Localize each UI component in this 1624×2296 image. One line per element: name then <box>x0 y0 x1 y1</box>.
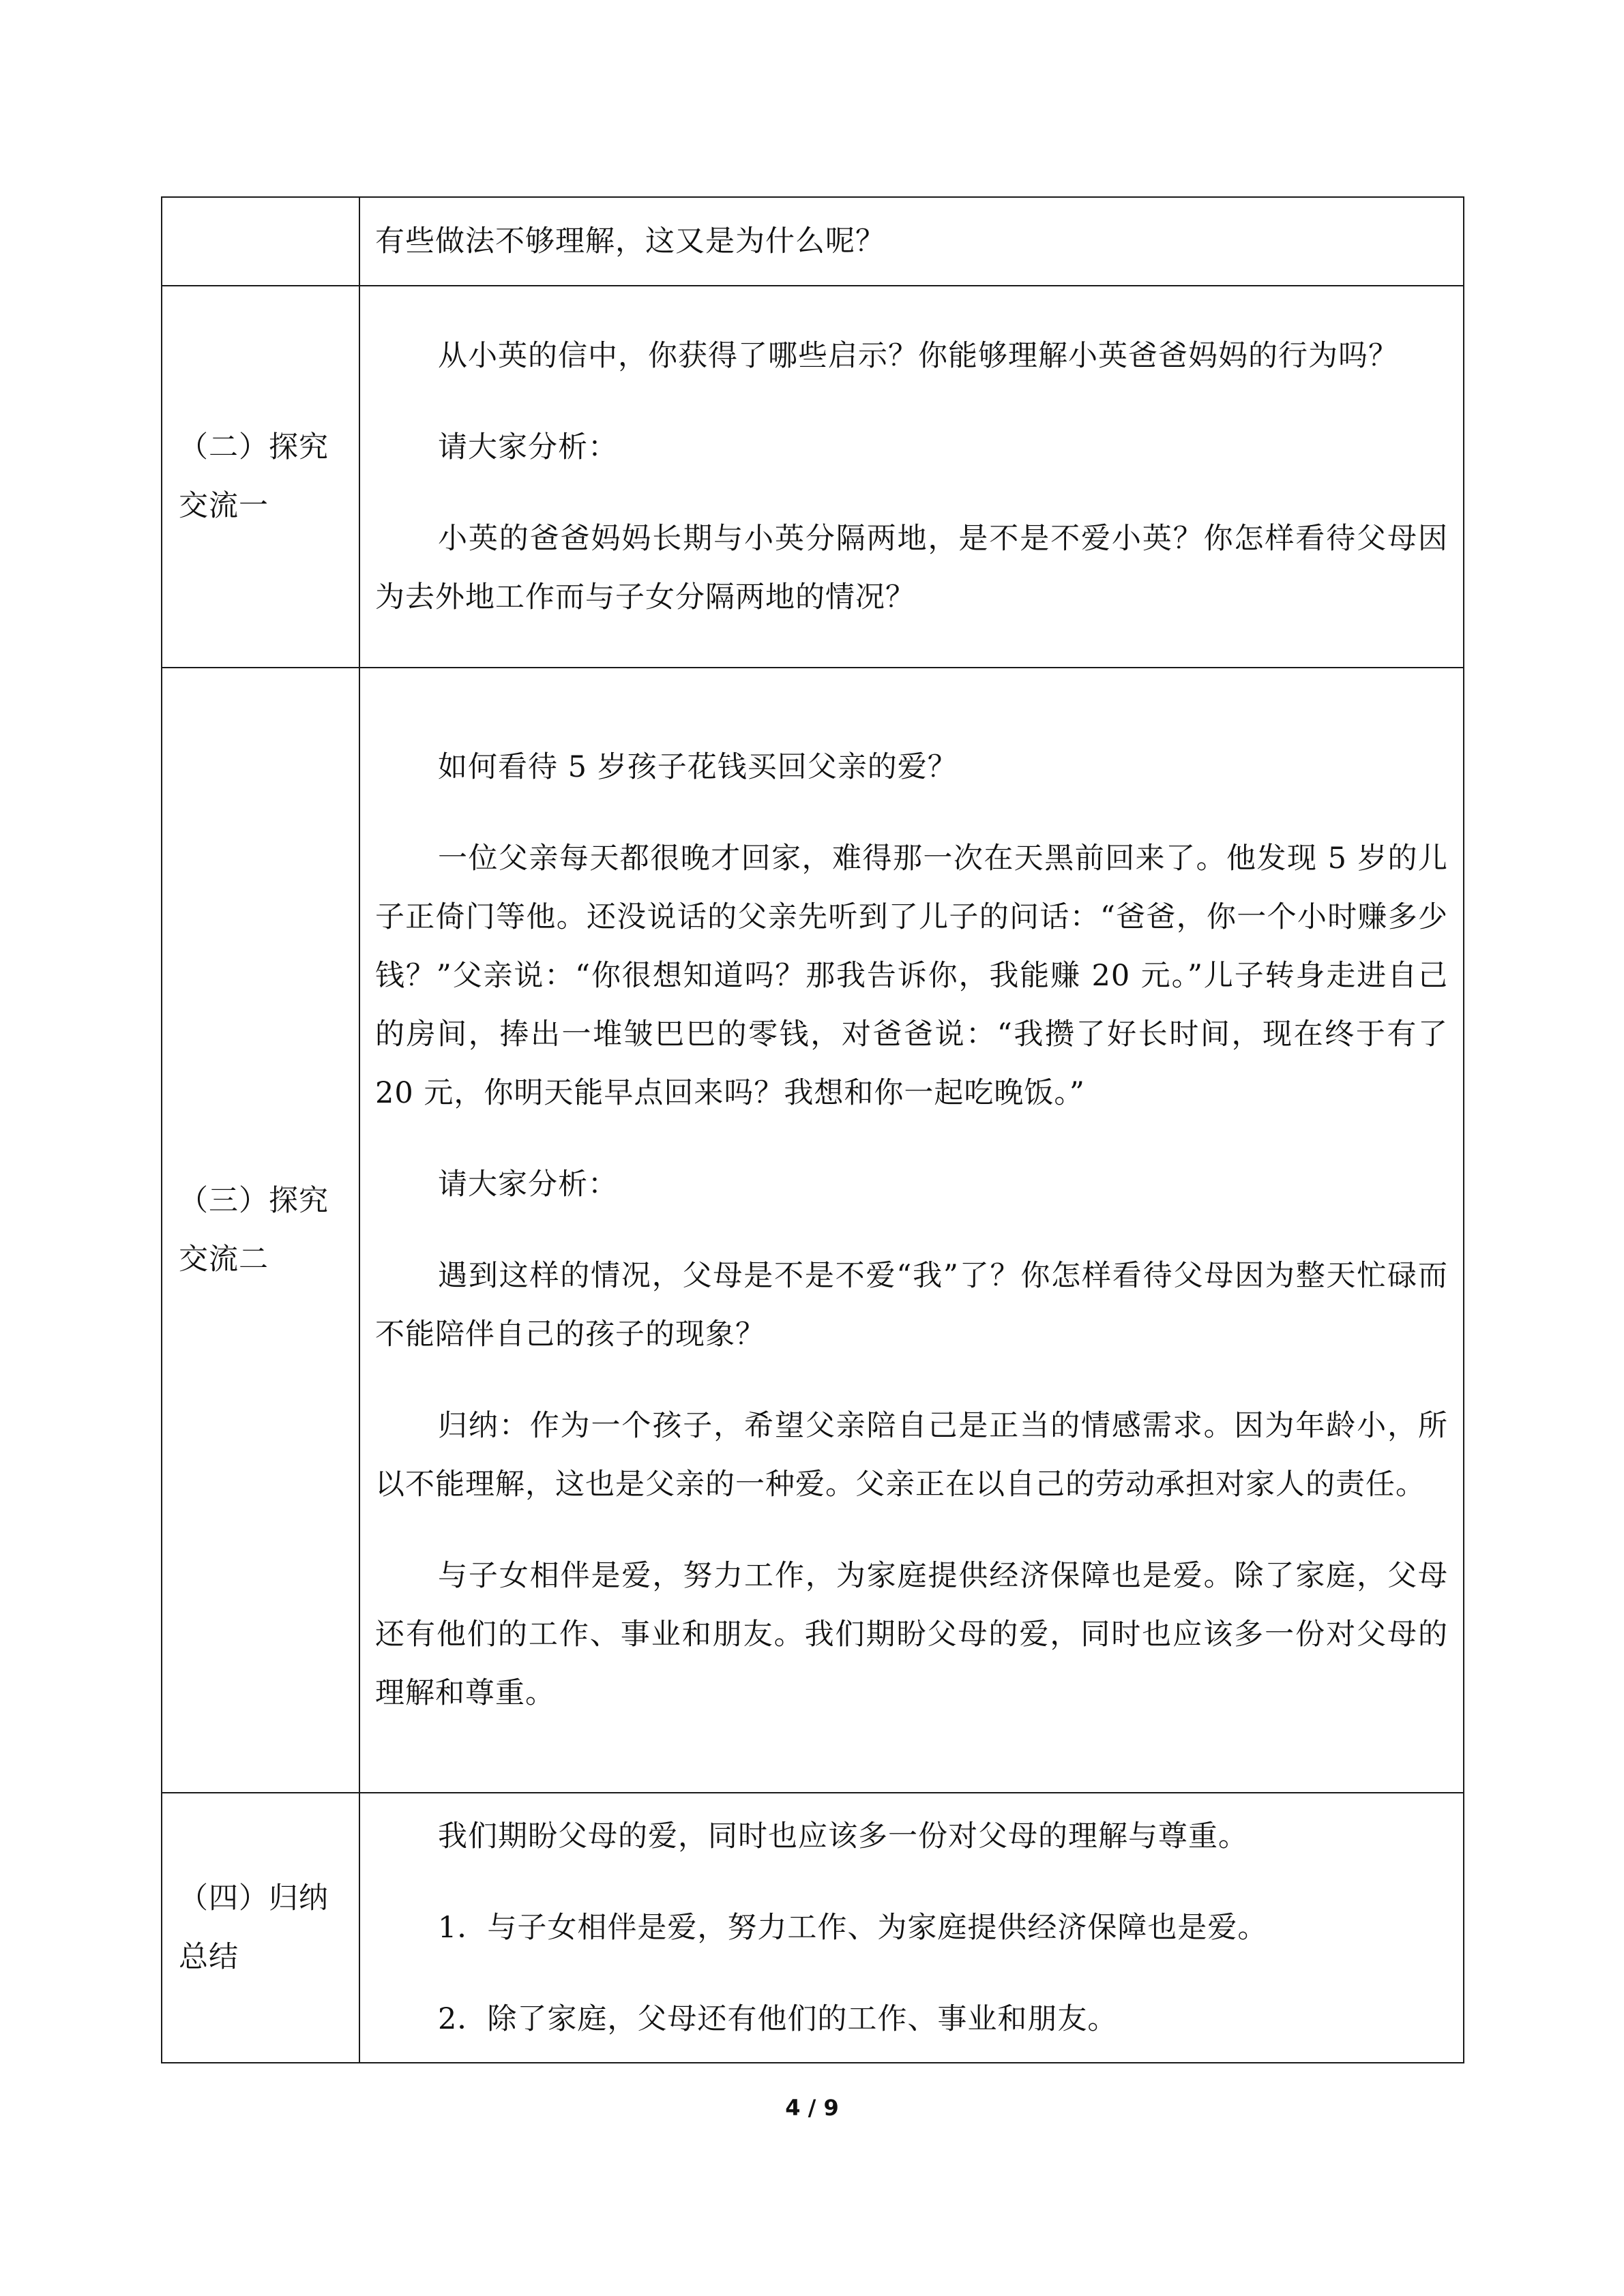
paragraph: 1．与子女相伴是爱，努力工作、为家庭提供经济保障也是爱。 <box>438 1911 1268 1945</box>
row-content <box>359 668 1464 1793</box>
row-content <box>359 286 1464 668</box>
row-label: （三）探究交流二 <box>162 668 359 1793</box>
table-row-summary <box>162 1793 1464 2063</box>
paragraph: 我们期盼父母的爱，同时也应该多一份对父母的理解与尊重。 <box>438 1819 1248 1853</box>
row-label: （四）归纳总结 <box>162 1793 359 2063</box>
paragraph: 请大家分析： <box>438 1167 618 1202</box>
lesson-table <box>161 196 1464 2063</box>
table-row-inquiry-two <box>162 668 1464 1793</box>
paragraph: 遇到这样的情况，父母是不是不爱“我”了？你怎样看待父母因为整天忙碌而不能陪伴自己的孩子的现象？ <box>375 1259 1448 1352</box>
paragraph: 如何看待 5 岁孩子花钱买回父亲的爱？ <box>438 750 958 784</box>
paragraph: 与子女相伴是爱，努力工作，为家庭提供经济保障也是爱。除了家庭，父母还有他们的工作、事业和朋友。我们期盼父母的爱，同时也应该多一份对父母的理解和尊重。 <box>375 1559 1448 1710</box>
paragraph: 小英的爸爸妈妈长期与小英分隔两地，是不是不爱小英？你怎样看待父母因为去外地工作而与子女分隔两地的情况？ <box>375 522 1448 614</box>
table-row-inquiry-one <box>162 286 1464 668</box>
paragraph: 请大家分析： <box>438 430 618 464</box>
page-number: 4 / 9 <box>785 2095 839 2121</box>
row-content <box>359 1793 1464 2063</box>
table-row-continuation <box>162 197 1464 286</box>
paragraph: 一位父亲每天都很晚才回家，难得那一次在天黑前回来了。他发现 5 岁的儿子正倚门等他。还没说话的父亲先听到了儿子的问话：“爸爸，你一个小时赚多少钱？”父亲说：“你很想知道吗？那我告诉你，我能赚 20 元。”儿子转身走进自己的房间，捧出一堆皱巴巴的零钱，对爸爸说：“我攒了好长时间，现在终于有了 20 元，你明天能早点回来吗？我想和你一起吃晚饭。” <box>375 841 1448 1110</box>
row-content <box>359 197 1464 286</box>
paragraph: 归纳：作为一个孩子，希望父亲陪自己是正当的情感需求。因为年龄小，所以不能理解，这也是父亲的一种爱。父亲正在以自己的劳动承担对家人的责任。 <box>375 1409 1448 1502</box>
paragraph: 从小英的信中，你获得了哪些启示？你能够理解小英爸爸妈妈的行为吗？ <box>438 339 1398 373</box>
paragraph: 有些做法不够理解，这又是为什么呢？ <box>375 224 885 258</box>
row-label: （二）探究交流一 <box>162 286 359 668</box>
row-label <box>162 197 359 286</box>
paragraph: 2．除了家庭，父母还有他们的工作、事业和朋友。 <box>438 2002 1118 2036</box>
